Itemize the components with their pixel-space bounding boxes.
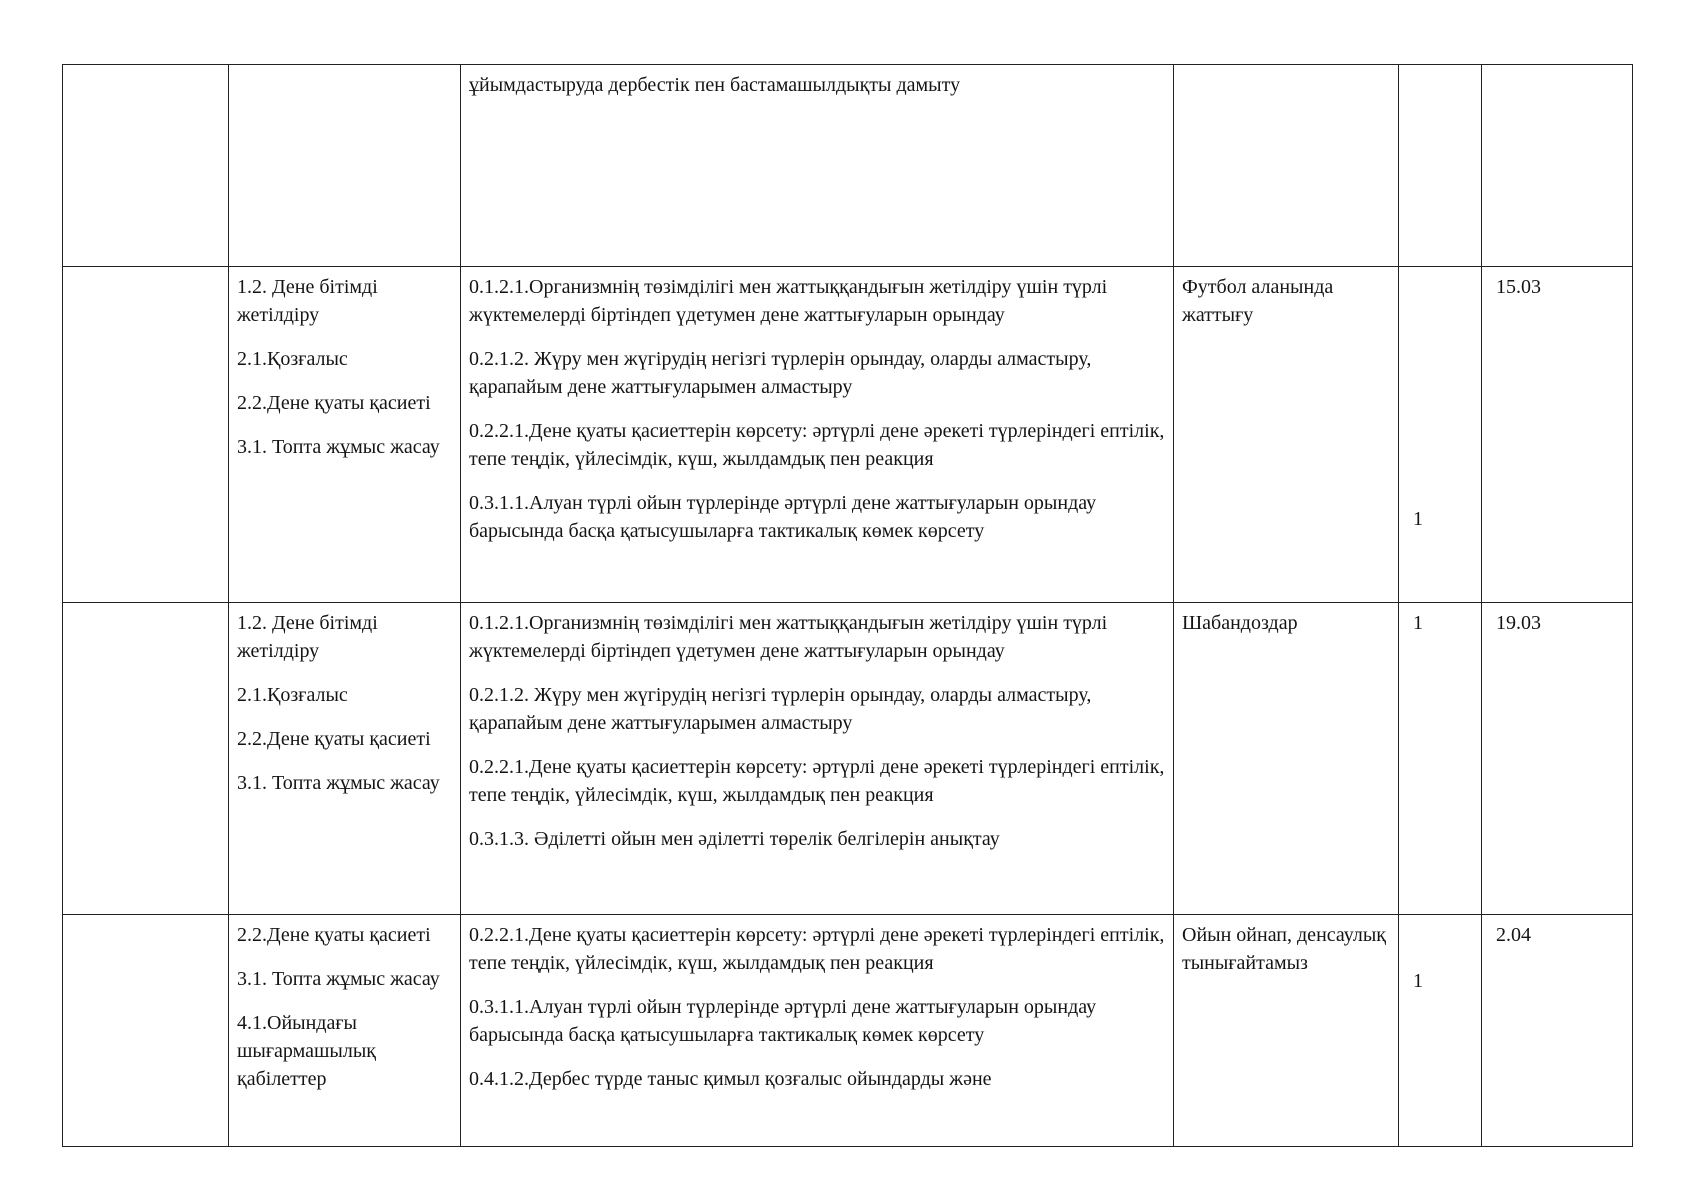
topic-text: Футбол аланында жаттығу xyxy=(1182,276,1334,326)
area-text: 1.2. Дене бітімді жетілдіру xyxy=(237,612,378,662)
goal-text: 0.4.1.2.Дербес түрде таныс қимыл қозғалыс ойындарды және xyxy=(469,1068,992,1090)
goal-text: ұйымдастыруда дербестік пен бастамашылдықты дамыту xyxy=(469,74,961,96)
area-text: 2.1.Қозғалыс xyxy=(237,684,348,706)
topic-text: Ойын ойнап, денсаулықтынығайтамыз xyxy=(1182,924,1387,974)
goal-text: 0.2.2.1.Дене қуаты қасиеттерін көрсету: әртүрлі дене әрекеті түрлеріндегі ептілік, тепе теңдік, үйлесімдік, күш, жылдамдық пен реакция xyxy=(469,924,1165,974)
area-text: 2.2.Дене қуаты қасиеті xyxy=(237,392,431,414)
area-cell xyxy=(229,915,461,1147)
table-row xyxy=(63,603,1633,915)
table-row xyxy=(63,915,1633,1147)
area-text: 3.1. Топта жұмыс жасау xyxy=(237,772,440,794)
goal-text: 0.1.2.1.Организмнің төзімділігі мен жаттыққандығын жетілдіру үшін түрлі жүктемелерді біртіндеп үдетумен дене жаттығуларын орындау xyxy=(469,276,1108,326)
goal-text: 0.1.2.1.Организмнің төзімділігі мен жаттыққандығын жетілдіру үшін түрлі жүктемелерді біртіндеп үдетумен дене жаттығуларын орындау xyxy=(469,612,1108,662)
area-text: 4.1.Ойындағы шығармашылық қабілеттер xyxy=(237,1012,376,1090)
number-cell xyxy=(63,267,229,603)
area-text: 3.1. Топта жұмыс жасау xyxy=(237,968,440,990)
number-cell xyxy=(63,915,229,1147)
area-cell xyxy=(229,267,461,603)
goal-cell xyxy=(461,65,1174,267)
date-cell xyxy=(1482,267,1633,603)
goal-text: 0.2.1.2. Жүру мен жүгірудің негізгі түрлерін орындау, оларды алмастыру, қарапайым дене жаттығуларымен алмастыру xyxy=(469,348,1092,398)
area-text: 2.2.Дене қуаты қасиеті xyxy=(237,924,431,946)
area-text: 2.2.Дене қуаты қасиеті xyxy=(237,728,431,750)
date-value: 2.04 xyxy=(1496,924,1531,946)
goal-text: 0.3.1.3. Әділетті ойын мен әділетті төрелік белгілерін анықтау xyxy=(469,828,1000,850)
goal-text: 0.3.1.1.Алуан түрлі ойын түрлерінде әртүрлі дене жаттығуларын орындау барысында басқа қатысушыларға тактикалық көмек көрсету xyxy=(469,492,1097,542)
area-text: 3.1. Топта жұмыс жасау xyxy=(237,436,440,458)
number-cell xyxy=(63,65,229,267)
lesson-plan-table xyxy=(62,64,1633,1147)
date-cell xyxy=(1482,65,1633,267)
topic-cell xyxy=(1174,915,1399,1147)
area-cell xyxy=(229,603,461,915)
table-row xyxy=(63,65,1633,267)
hours-value: 1 xyxy=(1413,970,1423,992)
date-value: 15.03 xyxy=(1496,276,1541,298)
goal-text: 0.3.1.1.Алуан түрлі ойын түрлерінде әртүрлі дене жаттығуларын орындау барысында басқа қатысушыларға тактикалық көмек көрсету xyxy=(469,996,1097,1046)
hours-cell xyxy=(1399,603,1482,915)
topic-cell xyxy=(1174,65,1399,267)
area-text: 1.2. Дене бітімді жетілдіру xyxy=(237,276,378,326)
goal-text: 0.2.2.1.Дене қуаты қасиеттерін көрсету: әртүрлі дене әрекеті түрлеріндегі ептілік, тепе теңдік, үйлесімдік, күш, жылдамдық пен реакция xyxy=(469,420,1165,470)
hours-cell xyxy=(1399,65,1482,267)
topic-cell xyxy=(1174,267,1399,603)
area-cell xyxy=(229,65,461,267)
hours-cell xyxy=(1399,915,1482,1147)
goal-cell xyxy=(461,915,1174,1147)
hours-value: 1 xyxy=(1413,508,1423,530)
goal-cell xyxy=(461,603,1174,915)
date-value: 19.03 xyxy=(1496,612,1541,634)
hours-value: 1 xyxy=(1413,612,1423,634)
date-cell xyxy=(1482,915,1633,1147)
table-row xyxy=(63,267,1633,603)
topic-text: Шабандоздар xyxy=(1182,612,1298,634)
number-cell xyxy=(63,603,229,915)
goal-text: 0.2.1.2. Жүру мен жүгірудің негізгі түрлерін орындау, оларды алмастыру, қарапайым дене жаттығуларымен алмастыру xyxy=(469,684,1092,734)
area-text: 2.1.Қозғалыс xyxy=(237,348,348,370)
hours-cell xyxy=(1399,267,1482,603)
goal-text: 0.2.2.1.Дене қуаты қасиеттерін көрсету: әртүрлі дене әрекеті түрлеріндегі ептілік, тепе теңдік, үйлесімдік, күш, жылдамдық пен реакция xyxy=(469,756,1165,806)
topic-cell xyxy=(1174,603,1399,915)
date-cell xyxy=(1482,603,1633,915)
goal-cell xyxy=(461,267,1174,603)
